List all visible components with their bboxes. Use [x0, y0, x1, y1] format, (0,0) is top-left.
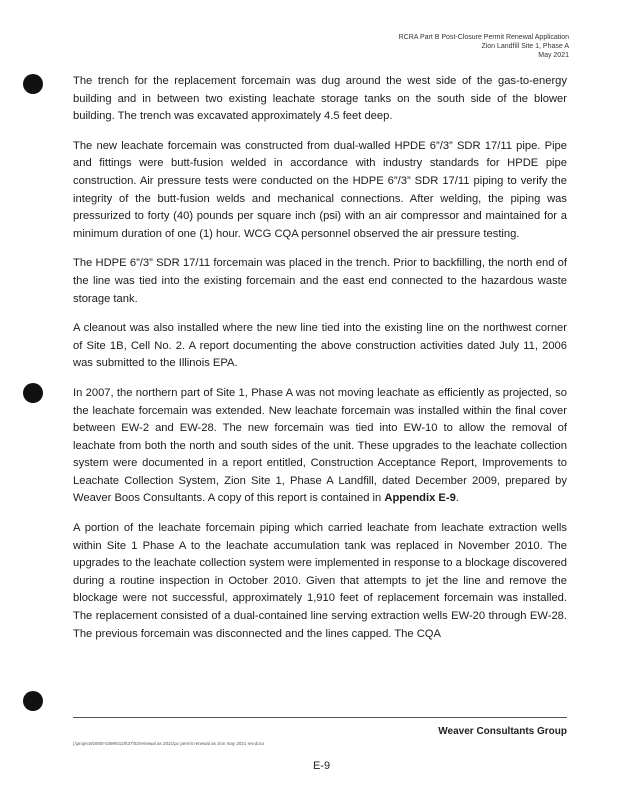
- paragraph-trench: The trench for the replacement forcemain was dug around the west side of the gas-to-energy building and in between two existing leachate storage tanks on the south side of the blower building. The trench was excavated approximately 4.5 feet deep.: [73, 75, 567, 123]
- binder-hole-bottom: [23, 691, 43, 711]
- binder-hole-middle: [23, 383, 43, 403]
- file-path: j:\projects\0000-0399\0120\37\02\renewal as 2021\pc permit renewal as zion may 2021 rev.docx: [73, 741, 265, 746]
- paragraph-cleanout: A cleanout was also installed where the new line tied into the existing line on the northwest corner of Site 1B, Cell No. 2. A report documenting the above construction activities dated July 11, 2006 was submitted to the Illinois EPA.: [73, 322, 567, 370]
- document-header: [309, 33, 569, 60]
- page-number: E-9: [312, 760, 331, 772]
- paragraph-2007-extension: [73, 385, 567, 508]
- header-title: RCRA Part B Post-Closure Permit Renewal Application: [398, 34, 569, 41]
- company-name: Weaver Consultants Group: [438, 726, 567, 737]
- binder-hole-top: [23, 74, 43, 94]
- body-text: [73, 73, 567, 655]
- paragraph-forcemain-placement: The HDPE 6”/3” SDR 17/11 forcemain was placed in the trench. Prior to backfilling, the north end of the line was tied into the existing forcemain and the east end connected to the hazardous waste storage tank.: [73, 257, 567, 305]
- paragraph-2007-text: In 2007, the northern part of Site 1, Phase A was not moving leachate as efficiently as projected, so the leachate forcemain was extended. New leachate forcemain was installed within the final cover between EW-2 and EW-28. The new forcemain was tied into EW-10 to allow the removal of leachate from both the north and south sides of the unit. These upgrades to the leachate collection system were documented in a report entitled, Construction Acceptance Report, Improvements to Leachate Collection System, Zion Site 1, Phase A Landfill, dated December 2009, prepared by Weaver Boos Consultants. A copy of this report is contained in: [73, 386, 567, 505]
- footer-rule: [73, 717, 567, 718]
- header-date: May 2021: [538, 52, 569, 59]
- appendix-reference: Appendix E-9: [384, 492, 456, 505]
- header-site: Zion Landfill Site 1, Phase A: [481, 43, 569, 50]
- paragraph-2010-replacement: A portion of the leachate forcemain piping which carried leachate from leachate extraction wells within Site 1 Phase A to the leachate accumulation tank was replaced in November 2010. The upgrades to the leachate collection system were implemented in response to a blockage discovered during a routine inspection in October 2010. Given that attempts to jet the line and remove the blockage were not successful, approximately 1,910 feet of replacement forcemain was installed. The replacement consisted of a dual-contained line serving extraction wells EW-20 through EW-28. The previous forcemain was disconnected and the lines capped. The CQA: [73, 522, 567, 640]
- paragraph-forcemain-construction: The new leachate forcemain was constructed from dual-walled HPDE 6”/3” SDR 17/11 pipe. Pipe and fittings were butt-fusion welded in accordance with industry standards for HPDE pipe construction. Air pressure tests were conducted on the HDPE 6”/3” SDR 17/11 piping to verify the integrity of the butt-fusion welds and mechanical connections. After welding, the piping was pressurized to forty (40) pounds per square inch (psi) with an air compressor and maintained for a minimum duration of one (1) hour. WCG CQA personnel observed the air pressure testing.: [73, 139, 567, 240]
- paragraph-2007-end: .: [455, 492, 459, 505]
